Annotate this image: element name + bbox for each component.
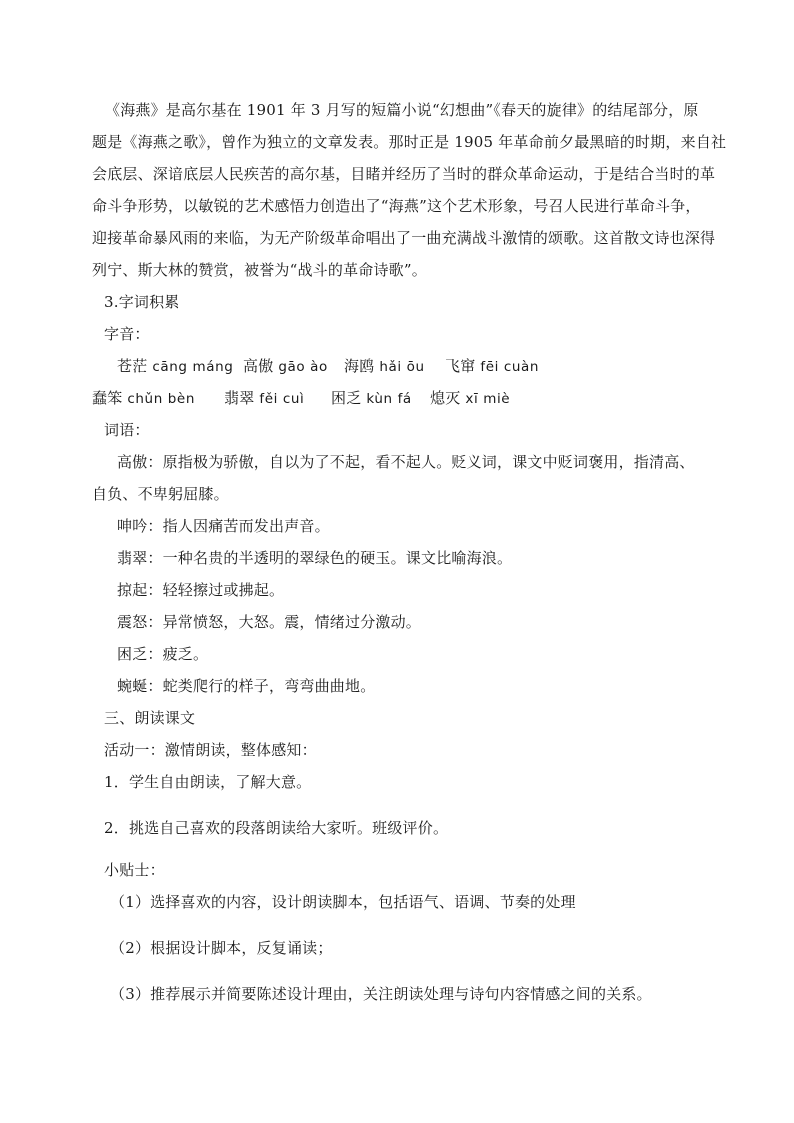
section-heading: 3.字词积累 — [104, 293, 180, 311]
pronunciation-pinyin: fēi cuàn — [480, 359, 540, 375]
intro-line: 会底层、深谙底层人民疾苦的高尔基，目睹并经历了当时的群众革命运动，于是结合当时的革 — [92, 165, 716, 183]
intro-line: 题是《海燕之歌》，曾作为独立的文章发表。那时正是 1905 年革命前夕最黑暗的时期，来自社 — [92, 133, 727, 151]
vocab-entry: 自负、不卑躬屈膝。 — [92, 485, 229, 503]
intro-line: 迎接革命暴风雨的来临，为无产阶级革命唱出了一曲充满战斗激情的颂歌。这首散文诗也深得 — [92, 229, 716, 247]
pronunciation-word: 熄灭 — [430, 389, 461, 407]
tips-label: 小贴士： — [104, 861, 165, 879]
vocab-entry: 呻吟：指人因痛苦而发出声音。 — [117, 517, 330, 535]
pronunciation-word: 海鸥 — [344, 357, 375, 375]
activity-step: 1．学生自由朗读，了解大意。 — [104, 773, 312, 791]
vocab-entry: 翡翠：一种名贵的半透明的翠绿色的硬玉。课文比喻海浪。 — [117, 549, 513, 567]
pronunciation-pinyin: fěi cuì — [259, 391, 305, 407]
intro-line: 《海燕》是高尔基在 1901 年 3 月写的短篇小说“幻想曲”《春天的旋律》的结尾部分，原 — [105, 101, 699, 119]
pronunciation-pinyin: chǔn bèn — [127, 391, 195, 407]
vocab-entry: 高傲：原指极为骄傲，自以为了不起，看不起人。贬义词，课文中贬词褒用，指清高、 — [117, 453, 695, 471]
activity-step: 2．挑选自己喜欢的段落朗读给大家听。班级评价。 — [104, 819, 449, 837]
pronunciation-item — [117, 356, 233, 377]
pronunciation-label: 字音： — [104, 325, 150, 343]
pronunciation-item — [344, 356, 425, 377]
pronunciation-word: 苍茫 — [117, 357, 148, 375]
intro-line: 列宁、斯大林的赞赏，被誉为“战斗的革命诗歌”。 — [92, 261, 427, 279]
pronunciation-word: 高傲 — [243, 357, 274, 375]
pronunciation-item — [243, 356, 328, 377]
vocab-label: 词语： — [104, 421, 150, 439]
pronunciation-pinyin: xī miè — [465, 391, 511, 407]
pronunciation-item — [445, 356, 539, 377]
section-heading: 三、朗读课文 — [104, 709, 196, 727]
tip-item: （3）推荐展示并简要陈述设计理由，关注朗读处理与诗句内容情感之间的关系。 — [110, 985, 652, 1003]
vocab-entry: 蜿蜒：蛇类爬行的样子，弯弯曲曲地。 — [117, 677, 376, 695]
pronunciation-item — [92, 388, 195, 409]
pronunciation-item — [224, 388, 304, 409]
tip-item: （1）选择喜欢的内容，设计朗读脚本，包括语气、语调、节奏的处理 — [110, 893, 576, 911]
vocab-entry: 困乏：疲乏。 — [117, 645, 209, 663]
pronunciation-word: 翡翠 — [224, 389, 255, 407]
pronunciation-pinyin: kùn fá — [366, 391, 412, 407]
pronunciation-item — [331, 388, 412, 409]
pronunciation-item — [430, 388, 510, 409]
intro-line: 命斗争形势，以敏锐的艺术感悟力创造出了“海燕”这个艺术形象，号召人民进行革命斗争， — [92, 197, 701, 215]
activity-title: 活动一：激情朗读，整体感知： — [104, 741, 317, 759]
pronunciation-word: 蠢笨 — [92, 389, 123, 407]
tip-item: （2）根据设计脚本，反复诵读； — [110, 939, 333, 957]
vocab-entry: 掠起：轻轻擦过或拂起。 — [117, 581, 285, 599]
vocab-entry: 震怒：异常愤怒，大怒。震，情绪过分激动。 — [117, 613, 422, 631]
pronunciation-word: 飞窜 — [445, 357, 476, 375]
pronunciation-pinyin: cāng máng — [152, 359, 234, 375]
pronunciation-pinyin: hǎi ōu — [379, 359, 425, 375]
pronunciation-pinyin: gāo ào — [278, 359, 328, 375]
pronunciation-word: 困乏 — [331, 389, 362, 407]
